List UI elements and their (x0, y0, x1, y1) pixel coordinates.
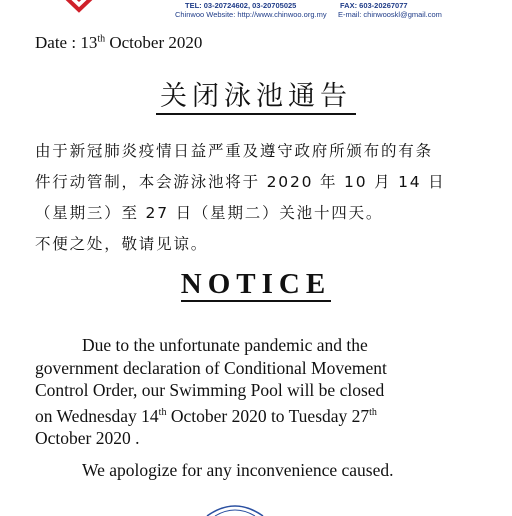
chinese-line: 由于新冠肺炎疫情日益严重及遵守政府所颁布的有条 (35, 142, 433, 160)
stamp-icon (205, 502, 265, 516)
letterhead-tel: TEL: 03-20724602, 03-20705025 (185, 1, 297, 10)
date-month-year: October 2020 (109, 33, 203, 52)
english-line: Due to the unfortunate pandemic and the (82, 335, 368, 355)
notice-title (0, 268, 512, 301)
date-line (35, 33, 202, 53)
english-line: Control Order, our Swimming Pool will be closed (35, 380, 385, 400)
letterhead-website[interactable]: Chinwoo Website: http://www.chinwoo.org.my (175, 10, 327, 19)
chinese-line: 件行动管制，本会游泳池将于 2020 年 10 月 14 日 (35, 173, 446, 191)
letterhead-email[interactable]: E-mail: chinwooskl@gmail.com (338, 10, 442, 19)
date-day: 13 (80, 33, 98, 52)
english-line: government declaration of Conditional Movement (35, 357, 387, 378)
notice-title-text: NOTICE (180, 268, 332, 300)
chinese-title-text: 关闭泳池通告 (156, 81, 356, 115)
logo-icon (50, 0, 108, 14)
english-line-part: on Wednesday 14 (35, 405, 159, 426)
english-line-part: October 2020 to Tuesday 27 (166, 405, 370, 426)
chinese-line: （星期三）至 27 日（星期二）关池十四天。 (35, 204, 384, 222)
english-line (35, 402, 475, 427)
english-paragraph (35, 334, 475, 449)
letterhead (0, 0, 512, 22)
chinese-title (0, 74, 512, 113)
letterhead-fax: FAX: 603-20267077 (340, 1, 408, 10)
date-label: Date (35, 33, 68, 52)
ordinal-suffix: th (369, 406, 377, 418)
chinese-paragraph (35, 136, 495, 260)
ordinal-suffix: th (158, 406, 167, 418)
english-line: October 2020 . (35, 427, 140, 448)
apology-text: We apologize for any inconvenience caused. (82, 460, 394, 480)
date-separator: : (71, 33, 77, 52)
chinese-line: 不便之处，敬请见谅。 (35, 235, 209, 253)
date-day-suffix: th (97, 33, 106, 45)
